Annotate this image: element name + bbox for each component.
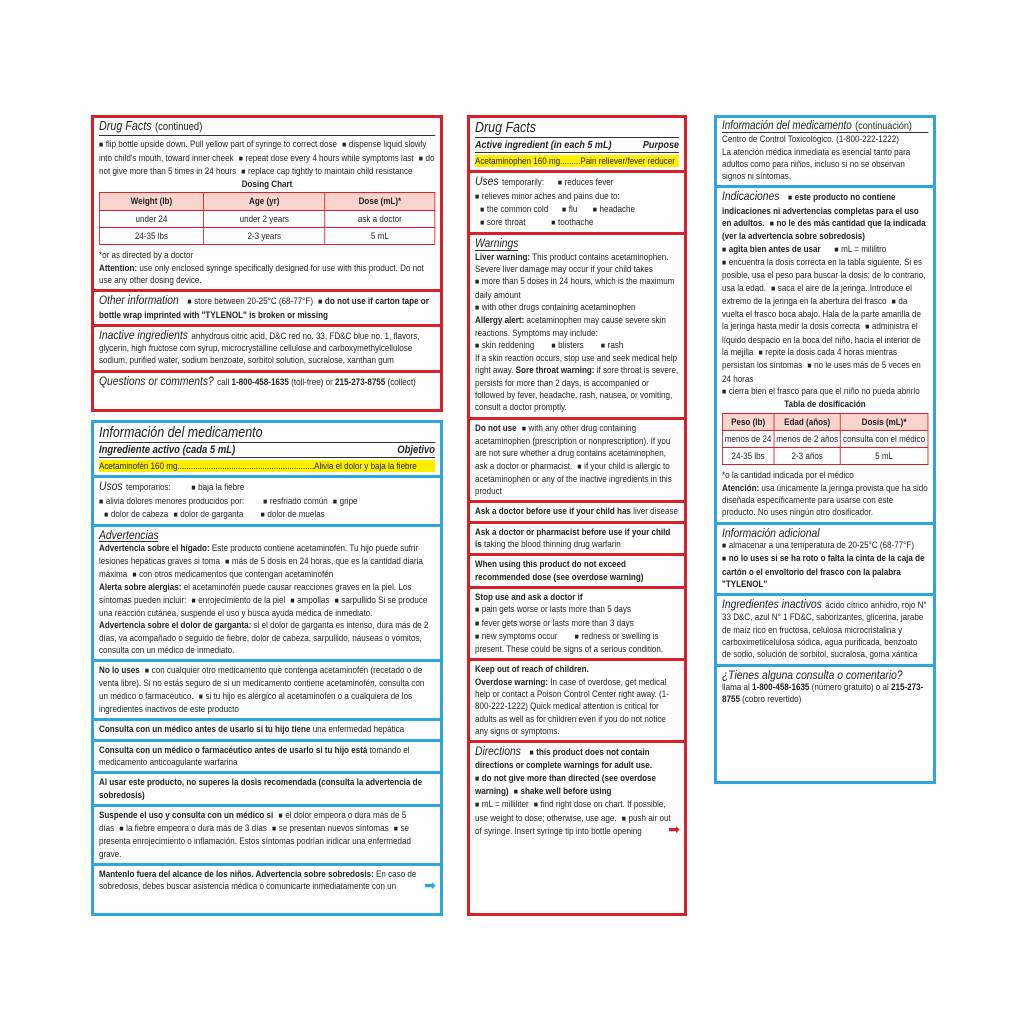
warning-label: Advertencia sobre el hígado: bbox=[99, 542, 210, 554]
attention-text: use only enclosed syringe specifically designed for use with this product. Do not use any other dosing device. bbox=[99, 261, 424, 285]
direction-item: ■ replace cap tightly to maintain child resistance bbox=[236, 165, 412, 176]
inactive-heading: Ingredientes inactivos bbox=[722, 597, 822, 612]
warning-item: ■ new symptoms occur bbox=[475, 630, 557, 641]
warning-item: ■ la fiebre empeora o dura más de 3 días bbox=[114, 822, 267, 833]
warning-label: Sore throat warning: bbox=[515, 364, 595, 376]
title-suffix: (continued) bbox=[155, 121, 203, 133]
direction-item: ■ repite la dosis cada 4 horas mientras persistan los síntomas bbox=[722, 346, 897, 370]
warning-item: ■ pain gets worse or lasts more than 5 days bbox=[475, 603, 631, 614]
active-ingredient-row: Acetaminofén 160 mg.............................................................Alivia el dolor y baja la fiebre bbox=[99, 460, 435, 472]
warning-label: Al usar este producto, no superes la dosis recomendada (consulta la advertencia de sobredosis) bbox=[99, 776, 423, 800]
chart-footnote: *o la cantidad indicada por el médico bbox=[722, 469, 854, 481]
chart-header: Peso (lb) bbox=[722, 413, 773, 430]
warning-label: No lo uses bbox=[99, 664, 140, 676]
advertencias-section bbox=[94, 527, 440, 662]
active-ingredient-section bbox=[94, 423, 440, 478]
al-usar-section bbox=[94, 774, 440, 807]
keep-out-section bbox=[470, 661, 684, 743]
table-cell: consulta con el médico bbox=[841, 430, 928, 447]
warning-item: ■ with other drugs containing acetaminophen bbox=[475, 301, 635, 312]
panel-title: Información del medicamento bbox=[722, 120, 852, 132]
usos-item: ■ baja la fiebre bbox=[186, 481, 244, 492]
table-cell: menos de 24 bbox=[722, 430, 773, 447]
warning-item: ■ redness or swelling is present. These could be signs of a serious condition. bbox=[475, 630, 663, 654]
dosing-chart-title: Tabla de dosificación bbox=[784, 398, 866, 410]
continue-arrow-icon: ➡ bbox=[668, 821, 680, 838]
active-ingredient-row: Acetaminophen 160 mg.........Pain reliever/fever reducer bbox=[475, 155, 679, 167]
direction-item: ■ do not give more than directed (see overdose warning) bbox=[475, 772, 656, 796]
uses-heading: Uses bbox=[475, 174, 499, 189]
uses-intro: temporarily: bbox=[501, 176, 545, 188]
warning-text: This product contains acetaminophen. Severe liver damage may occur if your child takes bbox=[475, 250, 669, 275]
spanish-drug-facts-continued-panel bbox=[714, 115, 936, 784]
table-row bbox=[722, 448, 927, 465]
warning-label: Stop use and ask a doctor if bbox=[475, 590, 583, 602]
directions-section bbox=[470, 743, 684, 840]
warning-label: Overdose warning: bbox=[475, 675, 549, 687]
ask-doctor-section bbox=[470, 503, 684, 523]
inactive-text: ácido cítrico anhidro, rojo N° 33 D&C, azul N° 1 FD&C, saborizantes, glicerina, jarabe de maíz rico en fructosa, celulosa microcristalina y carboximetilcelulosa sódica, agua purificada, benzoato de sodio, solución de sorbitol, sucralosa, goma xántica bbox=[722, 599, 927, 660]
usos-item: ■ resfriado común bbox=[258, 495, 328, 506]
active-ingredient-section bbox=[470, 118, 684, 173]
table-cell: under 24 bbox=[99, 210, 203, 227]
direction-item: ■ mL = mililitro bbox=[829, 243, 886, 254]
direction-item: ■ this product does not contain directions or complete warnings for adult use. bbox=[475, 746, 652, 770]
attention-label: Atención: bbox=[722, 481, 760, 493]
uses-section bbox=[470, 173, 684, 235]
warning-item: ■ blisters bbox=[546, 339, 583, 350]
advertencias-heading: Advertencias bbox=[99, 528, 159, 543]
questions-heading: ¿Tienes alguna consulta o comentario? bbox=[722, 667, 903, 682]
indicaciones-heading: Indicaciones bbox=[722, 189, 780, 204]
warning-text: el acetaminofén puede causar reacciones graves en la piel. Los síntomas pueden incluir: bbox=[99, 581, 412, 605]
table-cell: under 2 years bbox=[203, 210, 325, 227]
warning-item: ■ more than 5 doses in 24 hours, which is the maximum daily amount bbox=[475, 275, 674, 299]
purpose-label: Purpose bbox=[642, 139, 680, 151]
warning-item: ■ con cualquier otro medicamento que contenga acetaminofén (recetado o de venta libre). Si no estás seguro de si un medicamento contiene acetaminofén, consulta con un médico o farmacéutico. bbox=[99, 664, 424, 701]
table-cell: 24-35 lbs bbox=[99, 228, 203, 245]
dosing-chart bbox=[99, 192, 435, 245]
warnings-section bbox=[470, 235, 684, 419]
direction-item: ■ shake well before using bbox=[509, 785, 612, 796]
intro-text: La atención médica inmediata es esencial tanto para adultos como para niños, incluso si no se observan signos ni síntomas. bbox=[722, 145, 911, 182]
direction-item: ■ este producto no contiene indicaciones ni advertencias completas para el uso en adultos. bbox=[722, 191, 919, 228]
consulta-farmaceutico-section bbox=[94, 742, 440, 775]
warning-label: Advertencia sobre el dolor de garganta: bbox=[99, 619, 252, 631]
warning-label: Consulta con un médico o farmacéutico antes de usarlo si tu hijo está bbox=[99, 743, 368, 755]
drug-facts-continued-panel bbox=[91, 115, 443, 412]
suspende-section bbox=[94, 807, 440, 866]
chart-header: Dose (mL)* bbox=[325, 193, 435, 210]
other-information-section bbox=[94, 292, 440, 327]
mantenlo-section bbox=[94, 866, 440, 896]
warning-item: ■ más de 5 dosis en 24 horas, que es la cantidad diaria máxima bbox=[99, 555, 423, 579]
warning-label: When using this product do not exceed recommended dose (see overdose warning) bbox=[475, 558, 644, 582]
other-info-item: ■ store between 20-25°C (68-77°F) bbox=[182, 295, 313, 306]
uses-item: ■ the common cold bbox=[475, 203, 548, 214]
phone-number[interactable]: 215-273-8755 bbox=[335, 375, 386, 387]
stop-use-section bbox=[470, 589, 684, 661]
direction-item: ■ find right dose on chart. If possible, use weight to dose; otherwise, use age. bbox=[475, 798, 666, 822]
warning-text: En caso de sobredosis, debes buscar asistencia médica o comunicarte inmediatamente con un bbox=[99, 868, 417, 892]
consulta-comentario-section bbox=[717, 667, 933, 709]
warning-item: ■ ampollas bbox=[285, 594, 329, 605]
table-cell: menos de 2 años bbox=[774, 430, 841, 447]
table-cell: 2-3 years bbox=[203, 228, 325, 245]
direction-item: ■ mL = milliliter bbox=[475, 798, 529, 809]
warning-text: if sore throat is severe, persists for more than 2 days, is accompanied or followed by fever, headache, rash, nausea, or vomiting, consult a doctor promptly. bbox=[475, 364, 679, 413]
warning-label: Keep out of reach of children. bbox=[475, 663, 589, 675]
when-using-section bbox=[470, 556, 684, 589]
drug-facts-panel bbox=[467, 115, 687, 916]
uses-item: ■ flu bbox=[557, 203, 577, 214]
direction-item: ■ administra el líquido despacio en la boca del niño, hacia el interior de la mejilla bbox=[722, 320, 921, 357]
warning-item: ■ con otros medicamentos que contengan acetaminofén bbox=[127, 568, 333, 579]
warning-item: ■ el dolor empeora o dura más de 5 días bbox=[99, 809, 406, 833]
chart-header: Age (yr) bbox=[203, 193, 325, 210]
warning-item: ■ se presentan nuevos síntomas bbox=[267, 822, 389, 833]
direction-item: ■ push air out of syringe. Insert syringe tip into bottle opening bbox=[475, 812, 671, 836]
warning-label: Mantenlo fuera del alcance de los niños. Advertencia sobre sobredosis: bbox=[99, 868, 374, 880]
warning-item: ■ rash bbox=[596, 339, 624, 350]
uses-item: ■ reduces fever bbox=[553, 176, 614, 187]
intro-section bbox=[717, 118, 933, 188]
direction-item: ■ encuentra la dosis correcta en la tabla siguiente. Si es posible, usa el peso para buscar la dosis; de lo contrario, usa la edad. bbox=[722, 256, 925, 293]
warning-text: liver disease bbox=[633, 505, 678, 517]
info-heading: Información adicional bbox=[722, 525, 820, 540]
warning-label: Do not use bbox=[475, 421, 517, 433]
intro-text: Centro de Control Toxicológico. (1-800-222-1222) bbox=[722, 133, 899, 145]
direction-item: ■ da vuelta el frasco boca abajo. Hala de la parte amarilla de la jeringa hasta medir la dosis correcta bbox=[722, 295, 921, 332]
active-ingredient-label: Ingrediente activo (cada 5 mL) bbox=[99, 444, 236, 456]
usos-item: ■ dolor de garganta bbox=[168, 508, 243, 519]
purpose-label: Objetivo bbox=[397, 444, 436, 456]
warning-label: Allergy alert: bbox=[475, 314, 525, 326]
chart-header: Weight (lb) bbox=[99, 193, 203, 210]
usos-item: ■ dolor de cabeza bbox=[99, 508, 168, 519]
warning-item: ■ si tu hijo es alérgico al acetaminofén o a cualquiera de los ingredientes inactivos de este producto bbox=[99, 690, 412, 714]
table-cell: 24-35 lbs bbox=[722, 448, 773, 465]
direction-item: ■ agita bien antes de usar bbox=[722, 243, 821, 254]
directions-continued-section bbox=[94, 118, 440, 292]
phone-number[interactable]: 215-273-8755 bbox=[722, 680, 924, 705]
uses-item: ■ sore throat bbox=[475, 216, 525, 227]
warning-item: ■ fever gets worse or lasts more than 3 days bbox=[475, 617, 634, 628]
warning-item: ■ se presenta enrojecimiento o inflamación. Estos síntomas podrían indicar una enfermedad grave. bbox=[99, 822, 411, 859]
usos-item: ■ gripe bbox=[328, 495, 358, 506]
uses-item: ■ toothache bbox=[546, 216, 593, 227]
direction-item: ■ repeat dose every 4 hours while symptoms last bbox=[234, 152, 414, 163]
dosing-chart bbox=[722, 413, 928, 466]
warning-text: si el dolor de garganta es intenso, dura más de 2 días, va acompañado o seguido de fiebre, dolor de cabeza, sarpullido, náuseas o vómitos, consulta con un médico de inmediato. bbox=[99, 619, 429, 655]
chart-header: Dosis (mL)* bbox=[841, 413, 928, 430]
warning-text: taking the blood thinning drug warfarin bbox=[483, 538, 621, 550]
warning-text: In case of overdose, get medical help or contact a Poison Control Center right away. (1-800-222-1222) Quick medical attention is critical for adults as well as for children even if you do not notice any signs or symptoms. bbox=[475, 675, 669, 736]
questions-text: (cobro revertido) bbox=[742, 693, 802, 705]
direction-item: ■ flip bottle upside down. Pull yellow part of syringe to correct dose bbox=[99, 138, 337, 149]
direction-item: ■ no le uses más de 5 veces en 24 horas bbox=[722, 359, 921, 383]
attention-text: usa únicamente la jeringa provista que ha sido diseñada específicamente para usarse con este producto. No uses ningún otro dosificador. bbox=[722, 481, 928, 518]
table-row bbox=[99, 228, 434, 245]
questions-text: call bbox=[217, 375, 230, 387]
warning-item: ■ with any other drug containing acetaminophen (prescription or nonprescription). If you are not sure whether a drug contains acetaminophen, ask a doctor or pharmacist. bbox=[475, 422, 670, 471]
direction-item: ■ no le des más cantidad que la indicada (ver la advertencia sobre sobredosis) bbox=[722, 217, 926, 241]
table-row bbox=[722, 430, 927, 447]
warning-text: una enfermedad hepática bbox=[312, 723, 405, 735]
ingredientes-inactivos-section bbox=[717, 596, 933, 666]
questions-text: (collect) bbox=[387, 375, 416, 387]
spanish-drug-facts-panel bbox=[91, 420, 443, 916]
warning-label: Suspende el uso y consulta con un médico si bbox=[99, 808, 274, 820]
usos-intro: temporarios: bbox=[125, 481, 171, 493]
questions-text: (número gratuito) o al bbox=[811, 680, 889, 692]
phone-number[interactable]: 1-800-458-1635 bbox=[231, 375, 289, 387]
uses-item: ■ headache bbox=[588, 203, 635, 214]
title-suffix: (continuación) bbox=[855, 120, 912, 132]
table-row bbox=[99, 210, 434, 227]
panel-title: Drug Facts bbox=[99, 119, 152, 133]
warning-label: Alerta sobre alergias: bbox=[99, 581, 182, 593]
warning-text: Este producto contiene acetaminofén. Tu hijo puede sufrir lesiones hepáticas graves si toma bbox=[99, 542, 419, 566]
other-info-item: ■ do not use if carton tape or bottle wrap imprinted with "TYLENOL" is broken or missing bbox=[99, 295, 429, 319]
other-info-heading: Other information bbox=[99, 293, 179, 308]
questions-section bbox=[94, 373, 440, 391]
warning-text: Si se produce una reacción cutánea, suspende el uso y busca ayuda médica de inmediato. bbox=[99, 593, 428, 618]
warning-label: Liver warning: bbox=[475, 250, 531, 262]
table-cell: 2-3 años bbox=[774, 448, 841, 465]
attention-label: Attention: bbox=[99, 261, 138, 273]
inactive-text: anhydrous citric acid, D&C red no. 33, FD&C blue no. 1, flavors, glycerin, high fructose corn syrup, microcrystalline cellulose and carboxymethylcellulose sodium, purified water, sodium benzoate, sorbitol solution, sucralose, xanthan gum bbox=[99, 329, 420, 366]
warning-label: Consulta con un médico antes de usarlo si tu hijo tiene bbox=[99, 723, 311, 735]
direction-item: ■ do not give more than 5 times in 24 hours bbox=[99, 152, 434, 176]
questions-heading: Questions or comments? bbox=[99, 373, 214, 388]
warning-item: ■ enrojecimiento de la piel bbox=[186, 594, 285, 605]
info-item: ■ almacenar a una temperatura de 20-25°C (68-77°F) bbox=[722, 539, 914, 550]
warning-text: acetaminophen may cause severe skin reactions. Symptoms may include: bbox=[475, 314, 666, 338]
phone-number[interactable]: 1-800-458-1635 bbox=[752, 680, 810, 692]
info-item: ■ no lo uses si se ha roto o falta la cinta de la caja de cartón o el envoltorio del frasco con la palabra "TYLENOL" bbox=[722, 552, 925, 589]
dosing-chart-title: Dosing Chart bbox=[241, 178, 293, 190]
inactive-ingredients-section bbox=[94, 327, 440, 373]
warning-item: ■ sarpullido bbox=[329, 594, 375, 605]
warning-text: tomando el medicamento anticoagulante warfarina bbox=[99, 743, 410, 767]
chart-header: Edad (años) bbox=[774, 413, 841, 430]
direction-item: ■ saca el aire de la jeringa. Introduce el extremo de la jeringa en la abertura del frasco bbox=[722, 282, 912, 306]
panel-title: Información del medicamento bbox=[99, 425, 435, 443]
warning-item: ■ if your child is allergic to acetaminophen or any of the inactive ingredients in this product bbox=[475, 460, 672, 497]
uses-item: ■ relieves minor aches and pains due to: bbox=[475, 190, 620, 201]
no-lo-uses-section bbox=[94, 662, 440, 721]
questions-text: (toll-free) or bbox=[291, 375, 333, 387]
active-ingredient-label: Active ingredient (in each 5 mL) bbox=[475, 139, 612, 151]
usos-section bbox=[94, 478, 440, 527]
table-cell: 5 mL bbox=[325, 228, 435, 245]
warning-label: Ask a doctor or pharmacist before use if your child is bbox=[475, 525, 671, 550]
warning-label: Ask a doctor before use if your child has bbox=[475, 505, 631, 517]
warning-text: If a skin reaction occurs, stop use and seek medical help right away. bbox=[475, 352, 678, 376]
directions-heading: Directions bbox=[475, 744, 521, 759]
table-cell: 5 mL bbox=[841, 448, 928, 465]
warnings-heading: Warnings bbox=[475, 236, 519, 251]
do-not-use-section bbox=[470, 420, 684, 504]
direction-item: ■ dispense liquid slowly into child's mouth, toward inner cheek bbox=[99, 138, 426, 162]
warning-item: ■ skin reddening bbox=[475, 339, 534, 350]
questions-text: llama al bbox=[722, 680, 750, 692]
panel-title: Drug Facts bbox=[475, 120, 679, 138]
usos-heading: Usos bbox=[99, 479, 123, 494]
consulta-medico-section bbox=[94, 721, 440, 741]
chart-footnote: *or as directed by a doctor bbox=[99, 249, 194, 261]
usos-item: ■ dolor de muelas bbox=[255, 508, 324, 519]
direction-item: ■ cierra bien el frasco para que el niño no pueda abrirlo bbox=[722, 385, 920, 396]
indicaciones-section bbox=[717, 188, 933, 524]
continue-arrow-icon: ➡ bbox=[424, 876, 436, 893]
usos-item: ■ alivia dolores menores producidos por: bbox=[99, 495, 244, 506]
informacion-adicional-section bbox=[717, 525, 933, 596]
table-cell: ask a doctor bbox=[325, 210, 435, 227]
inactive-heading: Inactive ingredients bbox=[99, 327, 188, 342]
ask-pharmacist-section bbox=[470, 524, 684, 557]
